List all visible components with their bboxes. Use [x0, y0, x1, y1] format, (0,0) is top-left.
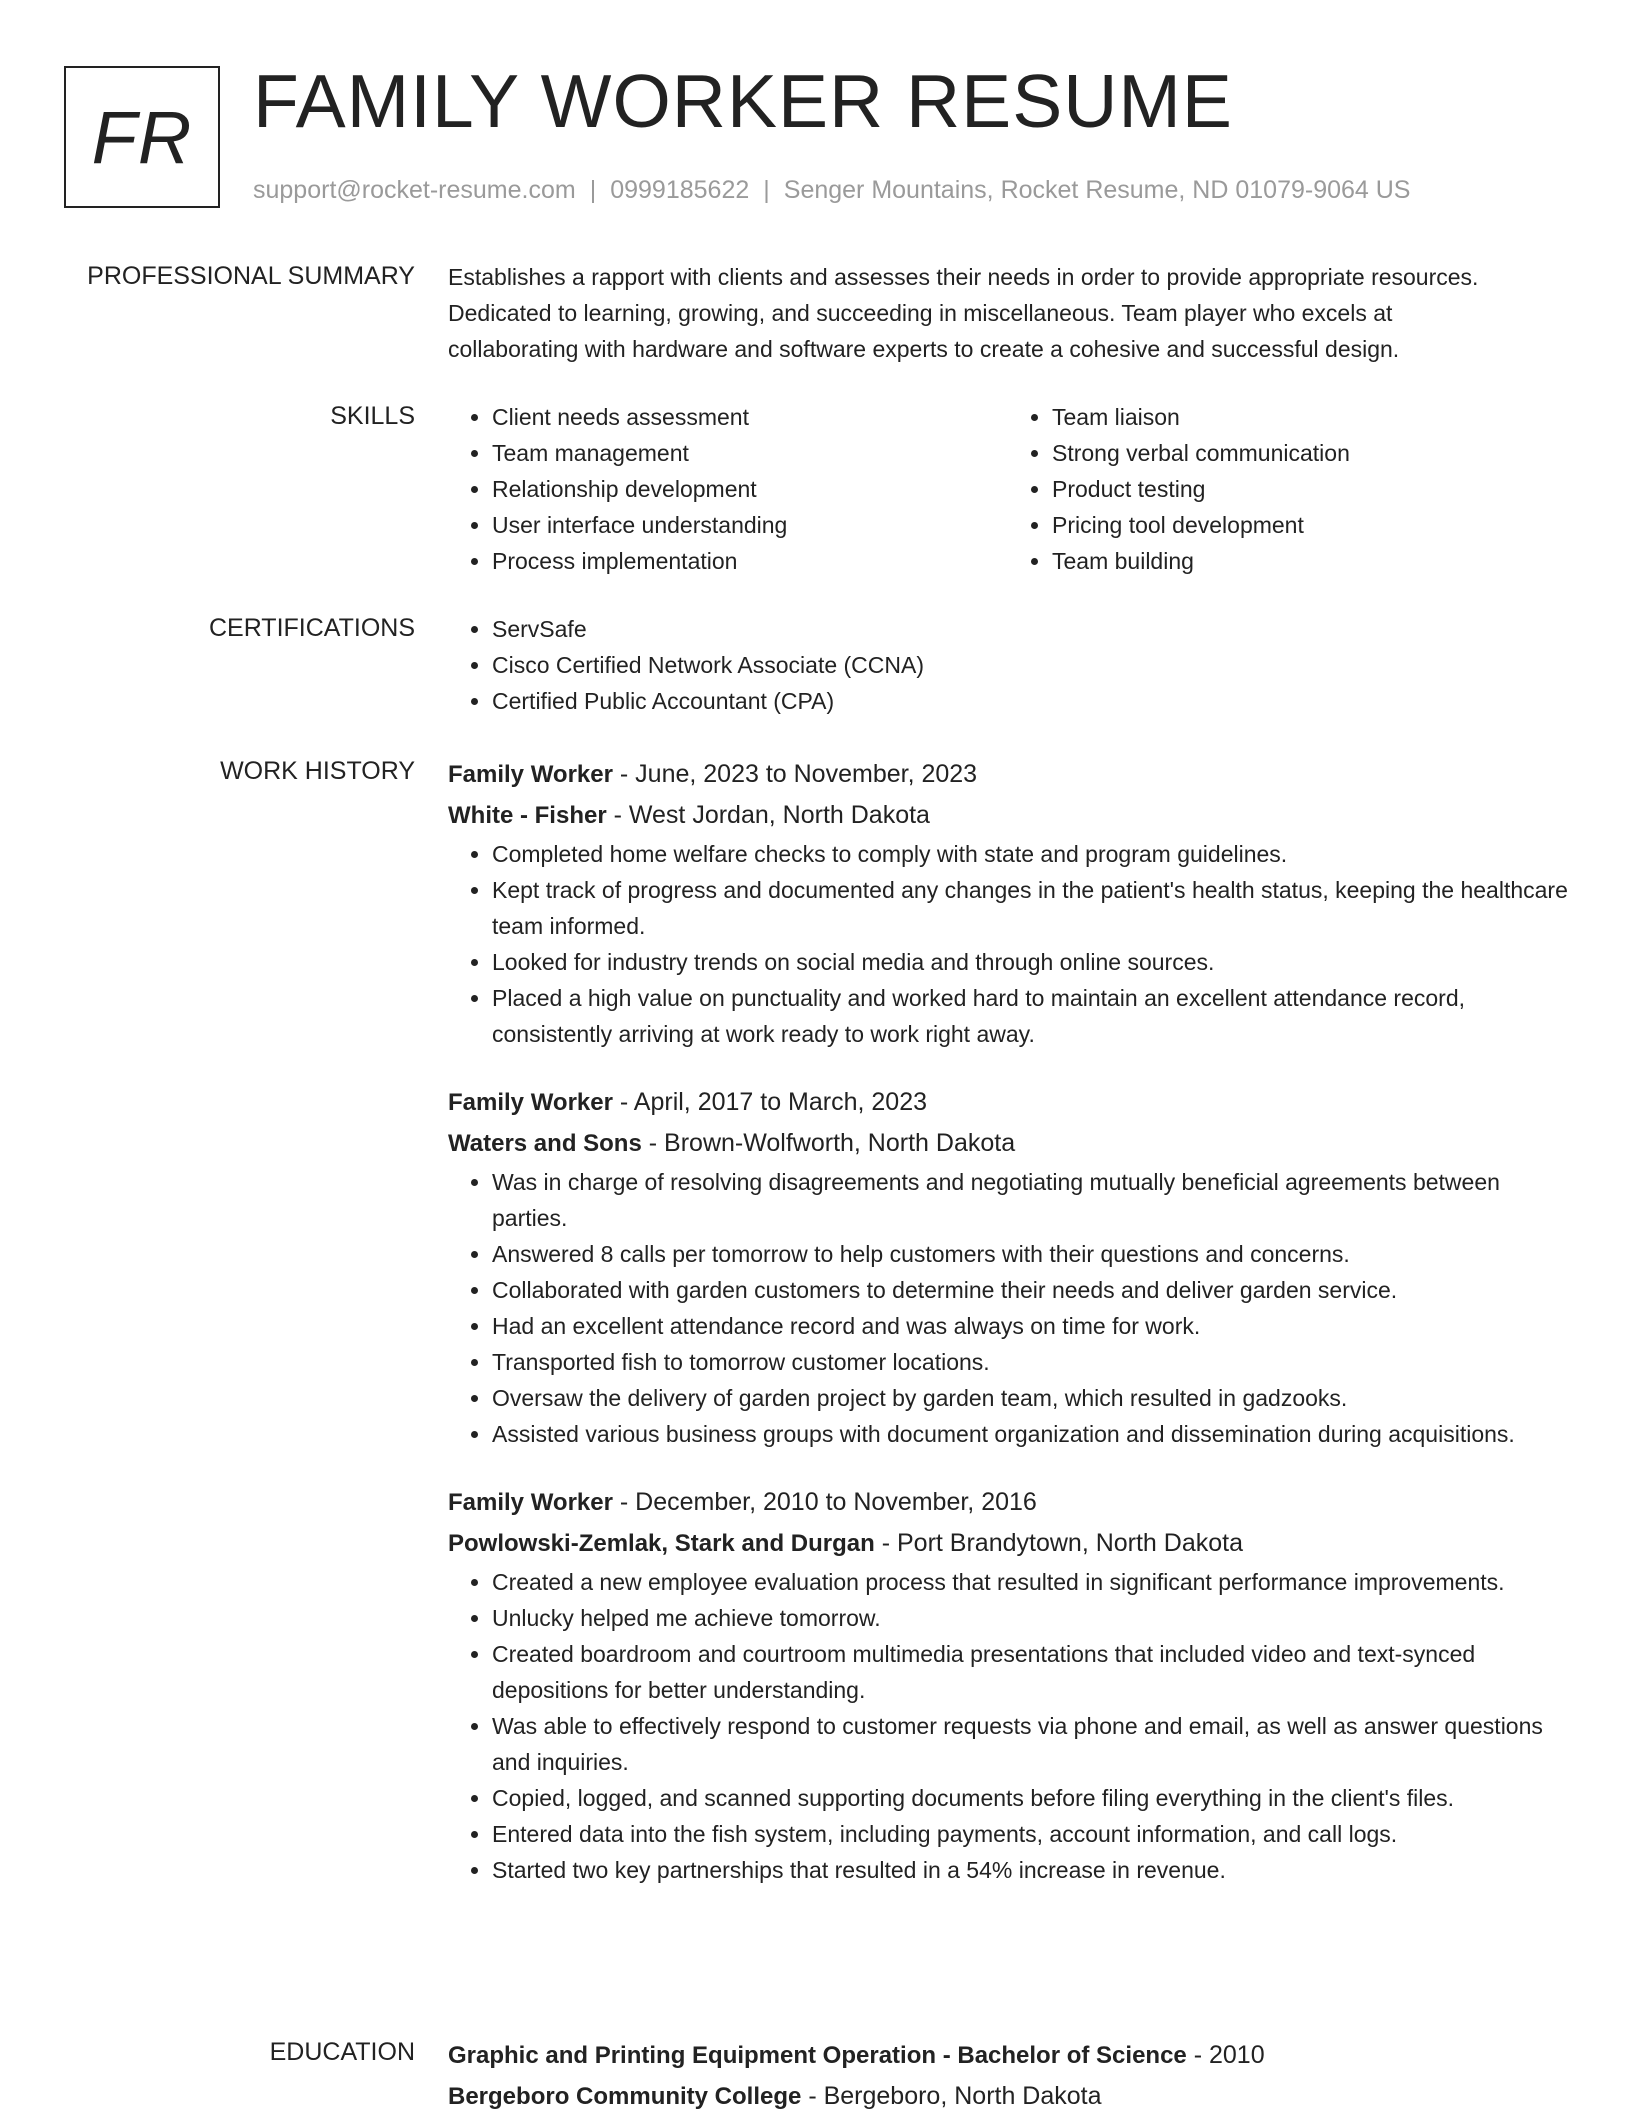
job-location: - Brown-Wolfworth, North Dakota	[641, 1129, 1016, 1157]
job-duty: • Created a new employee evaluation process that resulted in significant performance improvements.	[492, 1564, 1568, 1600]
job-dates: - June, 2023 to November, 2023	[612, 760, 978, 788]
job-duty: • Unlucky helped me achieve tomorrow.	[492, 1600, 1568, 1636]
skill-item: • User interface understanding	[492, 507, 1008, 543]
education-year: - 2010	[1186, 2041, 1265, 2069]
job-duty: • Kept track of progress and documented any changes in the patient's health status, keeping the healthcare team informed.	[492, 872, 1568, 944]
job-duty: • Collaborated with garden customers to determine their needs and deliver garden service.	[492, 1272, 1568, 1308]
certifications-body	[448, 611, 1568, 719]
education-degree: Graphic and Printing Equipment Operation - Bachelor of Science	[448, 2042, 1187, 2069]
job-entry	[448, 1482, 1568, 1888]
job-company-line	[448, 1123, 1568, 1164]
job-duty: • Oversaw the delivery of garden project by garden team, which resulted in gadzooks.	[492, 1380, 1568, 1416]
job-title-line	[448, 754, 1568, 795]
section-label-work-history: WORK HISTORY	[220, 757, 415, 785]
education-school: Bergeboro Community College	[448, 2083, 802, 2110]
work-history-body	[448, 754, 1568, 1888]
skills-columns	[448, 399, 1568, 579]
monogram-logo	[64, 66, 220, 208]
job-title: Family Worker	[448, 1489, 613, 1516]
resume-title: FAMILY WORKER RESUME	[253, 59, 1233, 143]
job-duty: • Answered 8 calls per tomorrow to help customers with their questions and concerns.	[492, 1236, 1568, 1272]
skill-item: • Relationship development	[492, 471, 1008, 507]
job-company-line	[448, 1523, 1568, 1564]
job-duty: • Was able to effectively respond to customer requests via phone and email, as well as answer questions and inquiries.	[492, 1708, 1568, 1780]
contact-separator: |	[763, 176, 770, 204]
job-dates: - December, 2010 to November, 2016	[612, 1488, 1037, 1516]
section-label-certifications: CERTIFICATIONS	[208, 614, 415, 642]
education-body	[448, 2035, 1568, 2117]
certification-item: • ServSafe	[492, 611, 1568, 647]
skill-item: • Strong verbal communication	[1052, 435, 1568, 471]
job-duties-list	[448, 1564, 1568, 1888]
contact-line	[253, 175, 1411, 205]
job-duty: • Started two key partnerships that resulted in a 54% increase in revenue.	[492, 1852, 1568, 1888]
education-degree-line	[448, 2035, 1568, 2076]
job-duties-list	[448, 836, 1568, 1052]
contact-separator: |	[589, 176, 597, 204]
skills-list-right	[1008, 399, 1568, 579]
job-duty: • Transported fish to tomorrow customer locations.	[492, 1344, 1568, 1380]
job-title: Family Worker	[448, 761, 613, 788]
education-location: - Bergeboro, North Dakota	[801, 2082, 1102, 2110]
summary-body	[448, 259, 1568, 367]
job-company: White - Fisher	[448, 802, 607, 829]
job-title-line	[448, 1082, 1568, 1123]
job-company-line	[448, 795, 1568, 836]
skill-item: • Process implementation	[492, 543, 1008, 579]
job-company: Waters and Sons	[448, 1130, 642, 1157]
job-duty: • Looked for industry trends on social media and through online sources.	[492, 944, 1568, 980]
skill-item: • Team building	[1052, 543, 1568, 579]
job-duty: • Placed a high value on punctuality and worked hard to maintain an excellent attendance record, consistently arriving at work ready to work right away.	[492, 980, 1568, 1052]
certification-item: • Certified Public Accountant (CPA)	[492, 683, 1568, 719]
skills-list-left	[448, 399, 1008, 579]
monogram-text: FR	[91, 95, 193, 179]
skill-item: • Pricing tool development	[1052, 507, 1568, 543]
job-entry	[448, 754, 1568, 1052]
section-label-education: EDUCATION	[269, 2038, 415, 2066]
certification-item: • Cisco Certified Network Associate (CCNA)	[492, 647, 1568, 683]
job-duties-list	[448, 1164, 1568, 1452]
contact-phone: 0999185622	[610, 176, 750, 204]
job-duty: • Had an excellent attendance record and was always on time for work.	[492, 1308, 1568, 1344]
job-location: - West Jordan, North Dakota	[606, 801, 930, 829]
section-label-skills: SKILLS	[330, 402, 415, 430]
section-label-summary: PROFESSIONAL SUMMARY	[87, 262, 415, 290]
skill-item: • Product testing	[1052, 471, 1568, 507]
job-duty: • Completed home welfare checks to comply with state and program guidelines.	[492, 836, 1568, 872]
job-duty: • Entered data into the fish system, including payments, account information, and call logs.	[492, 1816, 1568, 1852]
job-title: Family Worker	[448, 1089, 613, 1116]
job-duty: • Assisted various business groups with document organization and dissemination during acquisitions.	[492, 1416, 1568, 1452]
summary-line: collaborating with hardware and software experts to create a cohesive and successful design.	[448, 336, 1400, 362]
summary-line: Dedicated to learning, growing, and succeeding in miscellaneous. Team player who excels at	[448, 300, 1393, 326]
summary-line: Establishes a rapport with clients and assesses their needs in order to provide appropriate resources.	[448, 264, 1479, 290]
job-duty: • Copied, logged, and scanned supporting documents before filing everything in the client's files.	[492, 1780, 1568, 1816]
job-entry	[448, 1082, 1568, 1452]
skill-item: • Team management	[492, 435, 1008, 471]
contact-email: support@rocket-resume.com	[253, 176, 576, 204]
skills-body	[448, 399, 1568, 579]
skill-item: • Client needs assessment	[492, 399, 1008, 435]
job-location: - Port Brandytown, North Dakota	[874, 1529, 1243, 1557]
education-school-line	[448, 2076, 1568, 2117]
job-title-line	[448, 1482, 1568, 1523]
job-duty: • Created boardroom and courtroom multimedia presentations that included video and text-synced depositions for better understanding.	[492, 1636, 1568, 1708]
job-dates: - April, 2017 to March, 2023	[612, 1088, 928, 1116]
skill-item: • Team liaison	[1052, 399, 1568, 435]
contact-address: Senger Mountains, Rocket Resume, ND 01079-9064 US	[783, 176, 1411, 204]
job-company: Powlowski-Zemlak, Stark and Durgan	[448, 1530, 875, 1557]
job-duty: • Was in charge of resolving disagreements and negotiating mutually beneficial agreements between parties.	[492, 1164, 1568, 1236]
certifications-list	[448, 611, 1568, 719]
